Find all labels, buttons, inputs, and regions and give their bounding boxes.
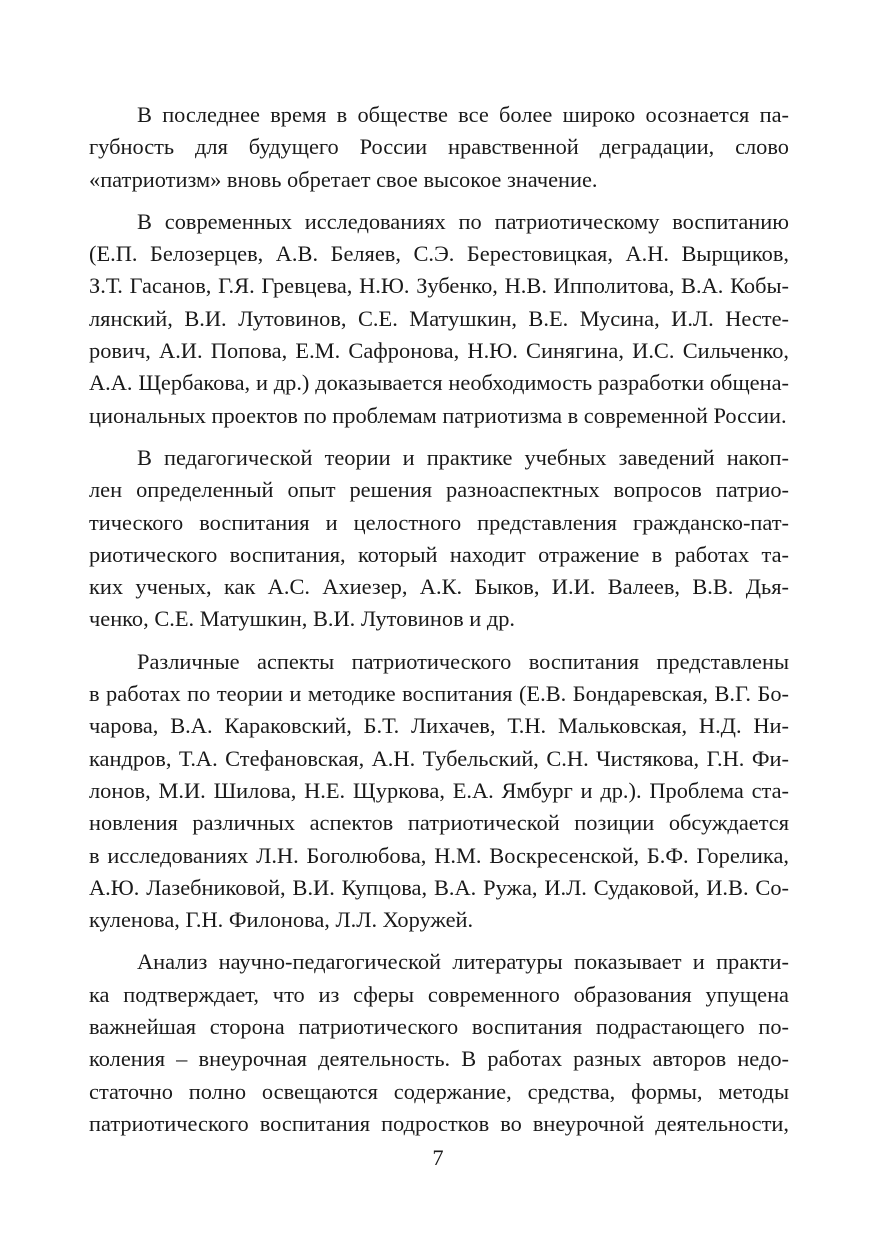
text-line: коления – внеурочная деятельность. В работах разных авторов недо- [89, 1046, 789, 1072]
text-line: В педагогической теории и практике учебных заведений накоп- [137, 444, 789, 470]
page-number: 7 [432, 1145, 444, 1170]
text-line: лянский, В.И. Лутовинов, С.Е. Матушкин, В.Е. Мусина, И.Л. Несте- [89, 305, 789, 331]
paragraph [89, 206, 789, 432]
paragraph [89, 646, 789, 937]
text-line: лен определенный опыт решения разноаспектных вопросов патрио- [89, 477, 789, 503]
text-line: важнейшая сторона патриотического воспитания подрастающего по- [89, 1014, 789, 1040]
text-line: лонов, М.И. Шилова, Н.Е. Щуркова, Е.А. Ямбург и др.). Проблема ста- [89, 777, 789, 803]
text-line: циональных проектов по проблемам патриотизма в современной России. [89, 402, 787, 428]
document-body [89, 99, 789, 1150]
text-line: рович, А.И. Попова, Е.М. Сафронова, Н.Ю. Синягина, И.С. Сильченко, [89, 338, 789, 364]
text-line: Анализ научно-педагогической литературы показывает и практи- [137, 949, 789, 975]
text-line: новления различных аспектов патриотической позиции обсуждается [89, 810, 789, 836]
text-line: в работах по теории и методике воспитания (Е.В. Бондаревская, В.Г. Бо- [89, 681, 789, 707]
text-line: тического воспитания и целостного представления гражданско-пат- [89, 509, 789, 535]
text-line: В современных исследованиях по патриотическому воспитанию [137, 208, 789, 234]
text-line: чарова, В.А. Караковский, Б.Т. Лихачев, Т.Н. Мальковская, Н.Д. Ни- [89, 713, 789, 739]
text-line: ченко, С.Е. Матушкин, В.И. Лутовинов и др. [89, 606, 516, 632]
text-line: ка подтверждает, что из сферы современного образования упущена [89, 981, 789, 1007]
text-line: статочно полно освещаются содержание, средства, формы, методы [89, 1078, 789, 1104]
text-line: А.Ю. Лазебниковой, В.И. Купцова, В.А. Ружа, И.Л. Судаковой, И.В. Со- [89, 874, 789, 900]
text-line: кандров, Т.А. Стефановская, А.Н. Тубельский, С.Н. Чистякова, Г.Н. Фи- [89, 745, 789, 771]
text-line: губность для будущего России нравственной деградации, слово [89, 134, 789, 160]
paragraph [89, 442, 789, 636]
text-line: патриотического воспитания подростков во внеурочной деятельности, [89, 1110, 789, 1136]
text-line: Различные аспекты патриотического воспитания представлены [137, 648, 789, 674]
text-line: З.Т. Гасанов, Г.Я. Гревцева, Н.Ю. Зубенко, Н.В. Ипполитова, В.А. Кобы- [89, 273, 789, 299]
text-line: куленова, Г.Н. Филонова, Л.Л. Хоружей. [89, 907, 474, 933]
text-line: ких ученых, как А.С. Ахиезер, А.К. Быков, И.И. Валеев, В.В. Дья- [89, 574, 789, 600]
text-line: В последнее время в обществе все более широко осознается па- [137, 102, 789, 127]
text-line: «патриотизм» вновь обретает свое высокое значение. [89, 166, 598, 192]
text-line: в исследованиях Л.Н. Боголюбова, Н.М. Воскресенской, Б.Ф. Горелика, [89, 842, 789, 868]
text-line: А.А. Щербакова, и др.) доказывается необходимость разработки общена- [89, 370, 789, 396]
paragraph [89, 946, 789, 1140]
text-line: (Е.П. Белозерцев, А.В. Беляев, С.Э. Берестовицкая, А.Н. Вырщиков, [89, 241, 789, 267]
text-line: риотического воспитания, который находит отражение в работах та- [89, 541, 789, 567]
paragraph [89, 99, 789, 196]
